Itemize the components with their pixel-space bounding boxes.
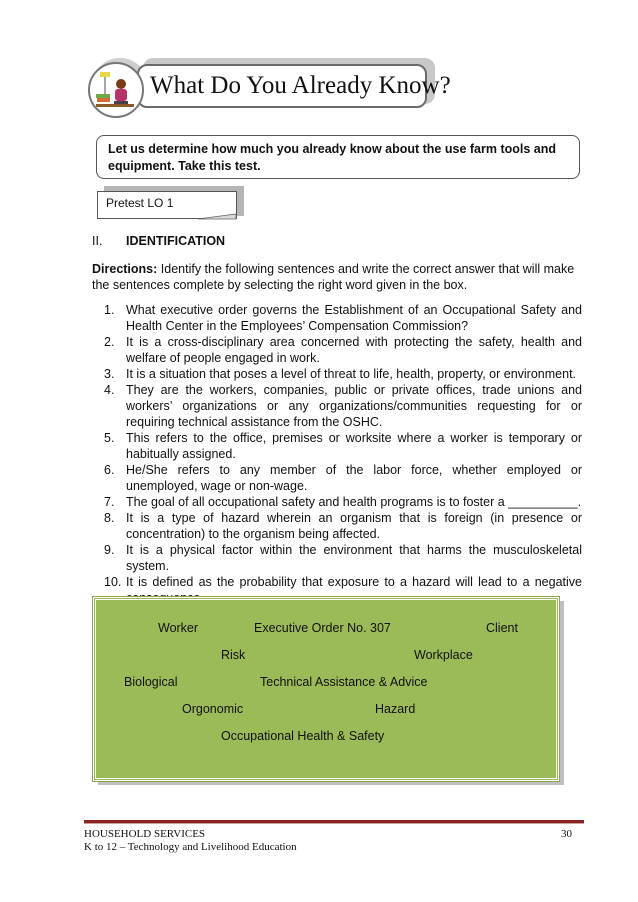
question-item <box>104 542 582 574</box>
student-reading-icon <box>88 62 144 118</box>
word-box <box>93 597 559 781</box>
question-text: It is a cross-disciplinary area concerned with protecting the safety, health and welfare of people engaged in work. <box>126 335 582 365</box>
section-title: IDENTIFICATION <box>126 234 226 248</box>
question-text: The goal of all occupational safety and health programs is to foster a __________. <box>126 495 582 509</box>
question-number: 1. <box>104 303 115 317</box>
intro-text: Let us determine how much you already know about the use farm tools and equipment. Take this test. <box>108 142 556 173</box>
pretest-label: Pretest LO 1 <box>106 196 174 210</box>
question-item <box>104 366 582 382</box>
word-option: Orgonomic <box>182 702 244 716</box>
question-number: 4. <box>104 383 115 397</box>
word-option: Client <box>486 621 518 635</box>
question-number: 3. <box>104 367 115 381</box>
footer-subtitle: K to 12 – Technology and Livelihood Education <box>84 841 297 853</box>
directions-text: Identify the following sentences and write the correct answer that will make the sentences complete by selecting the right word given in the box. <box>92 262 575 292</box>
question-number: 9. <box>104 543 115 557</box>
section-number: II. <box>92 234 103 248</box>
word-option: Hazard <box>375 702 416 716</box>
question-item <box>104 302 582 334</box>
question-number: 6. <box>104 463 115 477</box>
question-text: It is a physical factor within the environment that harms the musculoskeletal system. <box>126 543 582 573</box>
question-text: It is defined as the probability that exposure to a hazard will lead to a negative <box>126 575 582 589</box>
question-item <box>104 494 582 510</box>
directions-label: Directions: <box>92 262 158 276</box>
directions <box>92 261 588 293</box>
word-option: Worker <box>158 621 199 635</box>
word-option: Risk <box>221 648 246 662</box>
word-option: Technical Assistance & Advice <box>260 675 428 689</box>
question-number: 2. <box>104 335 115 349</box>
question-number: 8. <box>104 511 115 525</box>
question-item <box>104 510 582 542</box>
question-text: What executive order governs the Establishment of an Occupational Safety and Health Center in the Employees’ Compensation Commission? <box>126 303 582 333</box>
question-number: 5. <box>104 431 115 445</box>
page-title: What Do You Already Know? <box>150 72 451 99</box>
question-text: It is a type of hazard wherein an organism that is foreign (in presence or concentration) to the organism being affected. <box>126 511 582 541</box>
question-item <box>104 382 582 430</box>
question-text: He/She refers to any member of the labor force, whether employed or unemployed, wage or non-wage. <box>126 463 582 493</box>
page-number: 30 <box>561 828 572 840</box>
question-text: This refers to the office, premises or worksite where a worker is temporary or habitually assigned. <box>126 431 582 461</box>
question-number: 10. <box>104 575 122 589</box>
word-option: Biological <box>124 675 178 689</box>
question-number: 7. <box>104 495 115 509</box>
question-item <box>104 462 582 494</box>
word-option: Workplace <box>414 648 473 662</box>
footer-course: HOUSEHOLD SERVICES <box>84 828 206 840</box>
footer-rule-thin <box>84 823 584 824</box>
word-option: Occupational Health & Safety <box>221 729 385 743</box>
question-text: It is a situation that poses a level of threat to life, health, property, or environment. <box>126 367 577 381</box>
word-option: Executive Order No. 307 <box>254 621 391 635</box>
question-list <box>104 302 582 606</box>
question-item <box>104 334 582 366</box>
question-item <box>104 430 582 462</box>
question-text: They are the workers, companies, public or private offices, trade unions and workers’ organizations or any organizations/communities requesting for or requiring technical assistance from the OSHC. <box>126 383 582 429</box>
